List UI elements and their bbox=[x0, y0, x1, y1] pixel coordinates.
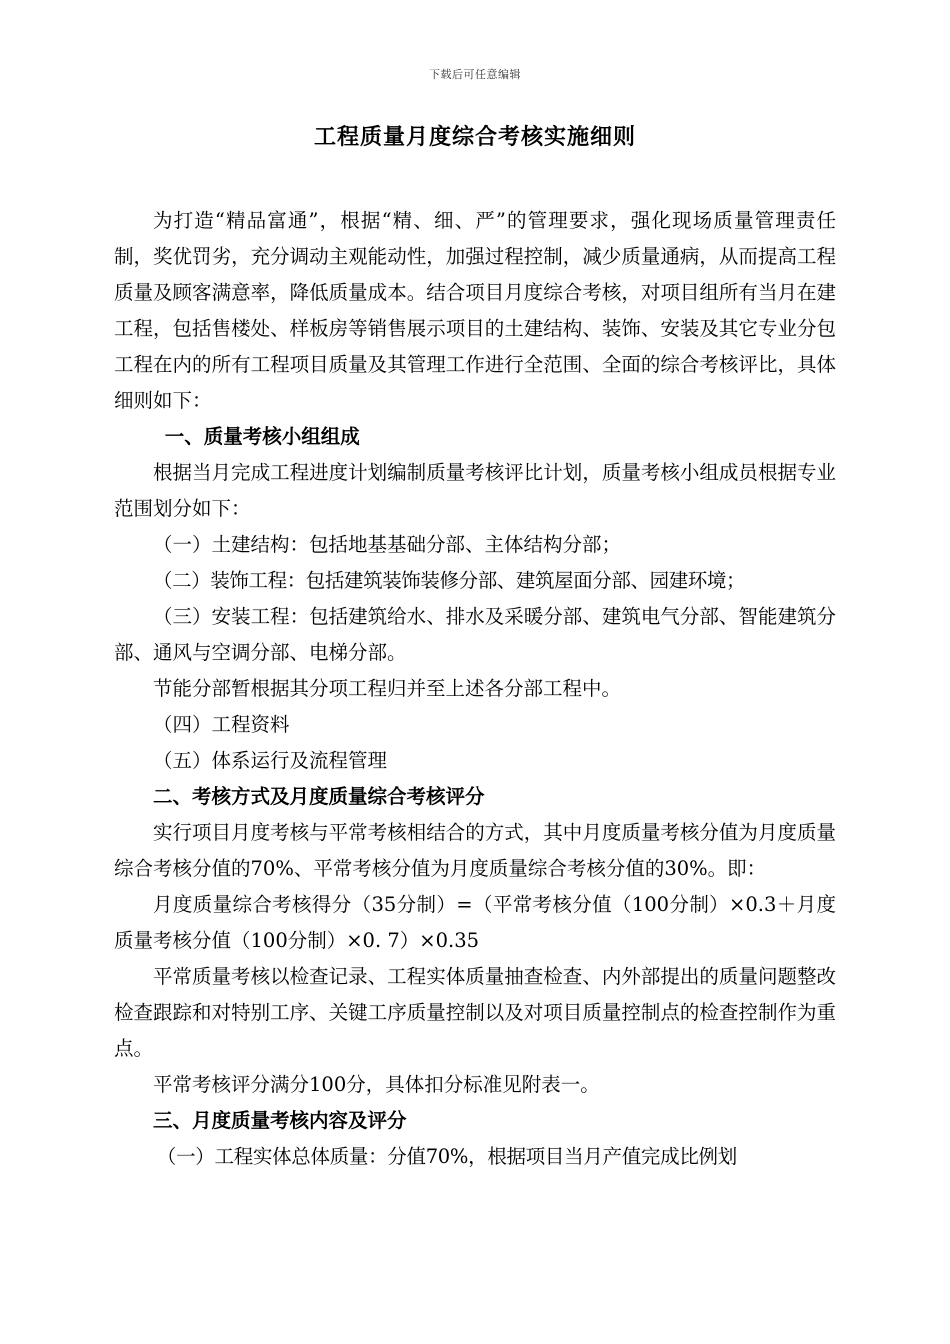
section-1-heading: 一、质量考核小组组成 bbox=[164, 425, 360, 448]
section-2-paragraph-2: 平常质量考核以检查记录、工程实体质量抽查检查、内外部提出的质量问题整改检查跟踪和对特别工序、关键工序质量控制以及对项目质量控制点的检查控制作为重点。 bbox=[114, 965, 836, 1060]
section-1-paragraph: 根据当月完成工程进度计划编制质量考核评比计划，质量考核小组成员根据专业范围划分如下： bbox=[114, 461, 836, 520]
section-3-item-1: （一）工程实体总体质量：分值70%，根据项目当月产值完成比例划 bbox=[156, 1145, 737, 1168]
document-body bbox=[114, 203, 836, 1175]
section-1-item-records: （四）工程资料 bbox=[153, 713, 290, 736]
header-note: 下载后可任意编辑 bbox=[429, 68, 521, 81]
section-2-paragraph-1: 实行项目月度考核与平常考核相结合的方式，其中月度质量考核分值为月度质量综合考核分值的70%、平常考核分值为月度质量综合考核分值的30%。即： bbox=[114, 821, 836, 880]
section-2-heading: 二、考核方式及月度质量综合考核评分 bbox=[153, 785, 485, 808]
section-1-item-decoration: （二）装饰工程：包括建筑装饰装修分部、建筑屋面分部、园建环境； bbox=[153, 569, 746, 592]
section-3-heading: 三、月度质量考核内容及评分 bbox=[153, 1109, 407, 1132]
section-2-paragraph-3: 平常考核评分满分100分，具体扣分标准见附表一。 bbox=[153, 1073, 600, 1096]
document-title: 工程质量月度综合考核实施细则 bbox=[313, 124, 636, 150]
section-1-item-system: （五）体系运行及流程管理 bbox=[153, 749, 388, 772]
section-1-item-civil: （一）土建结构：包括地基基础分部、主体结构分部； bbox=[153, 533, 622, 556]
section-2-formula: 月度质量综合考核得分（35分制）=（平常考核分值（100分制）×0.3＋月度质量考核分值（100分制）×0. 7）×0.35 bbox=[114, 893, 836, 952]
intro-paragraph: 为打造“精品富通”，根据“精、细、严”的管理要求，强化现场质量管理责任制，奖优罚劣，充分调动主观能动性，加强过程控制，减少质量通病，从而提高工程质量及顾客满意率，降低质量成本。结合项目月度综合考核，对项目组所有当月在建工程，包括售楼处、样板房等销售展示项目的土建结构、装饰、安装及其它专业分包工程在内的所有工程项目质量及其管理工作进行全范围、全面的综合考核评比，具体细则如下： bbox=[114, 209, 836, 412]
section-1-energy-note: 节能分部暂根据其分项工程归并至上述各分部工程中。 bbox=[153, 677, 622, 700]
section-1-item-installation: （三）安装工程：包括建筑给水、排水及采暖分部、建筑电气分部、智能建筑分部、通风与空调分部、电梯分部。 bbox=[114, 605, 836, 664]
